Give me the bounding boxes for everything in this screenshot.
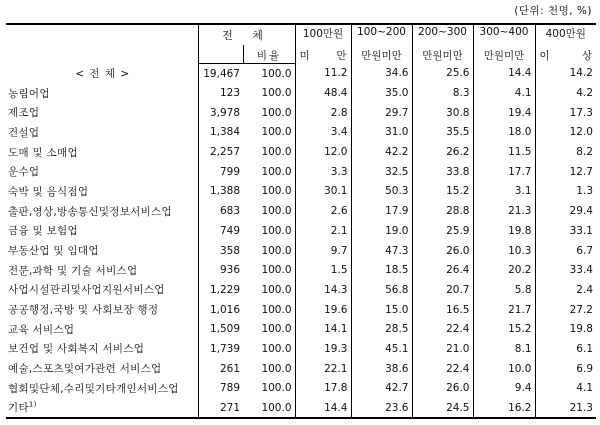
band-under-100-cell: 14.1 <box>295 319 351 339</box>
industry-name: 금융 및 보험업 <box>8 225 78 238</box>
band-100-200-cell: 28.5 <box>351 319 412 339</box>
footnote-marker: 1) <box>28 400 37 409</box>
industry-name: 농림어업 <box>8 87 50 100</box>
band-header-1-top: 100만원 <box>302 28 344 40</box>
industry-name-cell <box>6 260 198 280</box>
band-under-100-cell: 30.1 <box>295 182 351 202</box>
band-300-400-cell: 20.2 <box>473 260 535 280</box>
band-300-400-cell: 21.7 <box>473 300 535 320</box>
band-under-100-cell: 48.4 <box>295 83 351 103</box>
band-under-100-cell: 1.5 <box>295 260 351 280</box>
band-400-plus-cell: 8.2 <box>535 142 596 162</box>
band-400-plus-cell: 4.2 <box>535 83 596 103</box>
band-under-100-cell: 11.2 <box>295 64 351 84</box>
ratio-cell: 100.0 <box>261 126 292 139</box>
total-count-cell: 271 <box>198 398 243 418</box>
ratio-cell: 100.0 <box>261 165 292 178</box>
band-100-200-cell: 38.6 <box>351 359 412 379</box>
band-200-300-cell: 26.0 <box>412 379 473 399</box>
ratio-cell: 100.0 <box>261 264 292 277</box>
ratio-cell: 100.0 <box>261 303 292 316</box>
ratio-cell: 100.0 <box>243 398 295 418</box>
band-100-200-cell: 29.7 <box>351 103 412 123</box>
band-300-400-cell: 10.0 <box>473 359 535 379</box>
band-100-200-cell: 45.1 <box>351 339 412 359</box>
band-under-100-cell: 2.8 <box>295 103 351 123</box>
industry-name-cell <box>6 339 198 359</box>
band-400-plus-cell: 17.3 <box>535 103 596 123</box>
table-row <box>6 103 596 123</box>
band-header-3 <box>412 24 473 64</box>
band-300-400-cell: 15.2 <box>473 319 535 339</box>
ratio-cell: 100.0 <box>261 342 292 355</box>
table-row <box>6 398 596 418</box>
band-under-100-cell: 3.3 <box>295 162 351 182</box>
industry-name: 교육 서비스업 <box>8 323 75 336</box>
band-header-1-bottom-right: 만 <box>336 49 347 62</box>
band-under-100-cell: 19.6 <box>295 300 351 320</box>
band-100-200-cell: 35.0 <box>351 83 412 103</box>
band-100-200-cell: 23.6 <box>351 398 412 418</box>
band-100-200-cell: 50.3 <box>351 182 412 202</box>
ratio-cell: 100.0 <box>261 224 292 237</box>
band-header-5-top: 400만원 <box>545 28 586 40</box>
table-row <box>6 241 596 261</box>
industry-name: 건설업 <box>8 126 40 139</box>
band-under-100-cell: 9.7 <box>295 241 351 261</box>
band-100-200-cell: 32.5 <box>351 162 412 182</box>
band-400-plus-cell: 19.8 <box>535 319 596 339</box>
industry-name-cell <box>6 398 198 418</box>
table-row-total <box>6 64 596 84</box>
industry-name-cell <box>6 319 198 339</box>
band-100-200-cell: 47.3 <box>351 241 412 261</box>
band-400-plus-cell: 2.4 <box>535 280 596 300</box>
total-count-cell: 1,016 <box>198 300 243 320</box>
band-200-300-cell: 26.0 <box>412 241 473 261</box>
band-200-300-cell: 35.5 <box>412 123 473 143</box>
band-300-400-cell: 10.3 <box>473 241 535 261</box>
band-200-300-cell: 15.2 <box>412 182 473 202</box>
category-header <box>6 24 198 64</box>
table-row <box>6 83 596 103</box>
industry-name: 사업시설관리및사업지원서비스업 <box>8 284 165 297</box>
total-count-cell: 1,229 <box>198 280 243 300</box>
total-count-cell: 3,978 <box>198 103 243 123</box>
ratio-cell: 100.0 <box>261 106 292 119</box>
industry-name-cell <box>6 379 198 399</box>
band-300-400-cell: 9.4 <box>473 379 535 399</box>
table-row <box>6 379 596 399</box>
band-200-300-cell: 26.4 <box>412 260 473 280</box>
total-count-cell: 683 <box>198 201 243 221</box>
band-200-300-cell: 20.7 <box>412 280 473 300</box>
table-row <box>6 201 596 221</box>
industry-name: 도매 및 소매업 <box>8 146 78 159</box>
band-300-400-cell: 19.4 <box>473 103 535 123</box>
band-under-100-cell: 3.4 <box>295 123 351 143</box>
ratio-cell: 100.0 <box>261 185 292 198</box>
band-400-plus-cell: 1.3 <box>535 182 596 202</box>
band-100-200-cell: 18.5 <box>351 260 412 280</box>
ratio-cell: 100.0 <box>261 244 292 257</box>
band-400-plus-cell: 33.4 <box>535 260 596 280</box>
total-count-cell: 789 <box>198 379 243 399</box>
band-header-1-bottom <box>296 48 351 63</box>
industry-name: 공공행정,국방 및 사회보장 행정 <box>8 304 159 317</box>
band-400-plus-cell: 6.7 <box>535 241 596 261</box>
industry-name-cell <box>6 142 198 162</box>
total-count-cell: 936 <box>198 260 243 280</box>
band-200-300-cell: 24.5 <box>412 398 473 418</box>
income-distribution-table <box>6 23 596 419</box>
band-under-100-cell: 19.3 <box>295 339 351 359</box>
industry-name-cell <box>6 162 198 182</box>
band-200-300-cell: 22.4 <box>412 359 473 379</box>
industry-name: < 전 체 > <box>75 67 131 80</box>
band-300-400-cell: 4.1 <box>473 83 535 103</box>
band-400-plus-cell: 6.9 <box>535 359 596 379</box>
band-200-300-cell: 16.5 <box>412 300 473 320</box>
ratio-cell: 100.0 <box>261 283 292 296</box>
industry-name-cell <box>6 280 198 300</box>
band-100-200-cell: 34.6 <box>351 64 412 84</box>
band-under-100-cell: 12.0 <box>295 142 351 162</box>
band-200-300-cell: 30.8 <box>412 103 473 123</box>
ratio-cell: 100.0 <box>261 87 292 100</box>
band-300-400-cell: 21.3 <box>473 201 535 221</box>
band-400-plus-cell: 21.3 <box>535 398 596 418</box>
unit-note: (단위: 천명, %) <box>514 5 592 17</box>
band-400-plus-cell: 29.4 <box>535 201 596 221</box>
band-header-5-bottom-left: 이 <box>539 49 550 62</box>
band-under-100-cell: 17.8 <box>295 379 351 399</box>
band-under-100-cell: 22.1 <box>295 359 351 379</box>
band-300-400-cell: 8.1 <box>473 339 535 359</box>
table-row <box>6 182 596 202</box>
industry-name-cell <box>6 64 198 84</box>
band-400-plus-cell: 14.2 <box>535 64 596 84</box>
band-400-plus-cell: 4.1 <box>535 379 596 399</box>
total-count-cell: 1,509 <box>198 319 243 339</box>
industry-name: 숙박 및 음식점업 <box>8 185 89 198</box>
industry-name: 보건업 및 사회복지 서비스업 <box>8 343 145 356</box>
band-400-plus-cell: 27.2 <box>535 300 596 320</box>
table-row <box>6 319 596 339</box>
total-count-cell: 749 <box>198 221 243 241</box>
band-300-400-cell: 3.1 <box>473 182 535 202</box>
band-400-plus-cell: 6.1 <box>535 339 596 359</box>
band-header-4-top: 300~400 <box>479 26 529 38</box>
band-300-400-cell: 18.0 <box>473 123 535 143</box>
total-count-cell: 2,257 <box>198 142 243 162</box>
band-header-5-bottom <box>536 48 597 63</box>
band-400-plus-cell: 12.0 <box>535 123 596 143</box>
band-under-100-cell: 14.4 <box>295 398 351 418</box>
industry-name-cell <box>6 359 198 379</box>
total-count-cell: 123 <box>198 83 243 103</box>
band-300-400-cell: 5.8 <box>473 280 535 300</box>
industry-name-cell <box>6 103 198 123</box>
band-200-300-cell: 8.3 <box>412 83 473 103</box>
industry-name-cell <box>6 123 198 143</box>
table-body <box>6 64 596 418</box>
band-300-400-cell: 11.5 <box>473 142 535 162</box>
industry-name-cell <box>6 221 198 241</box>
band-200-300-cell: 33.8 <box>412 162 473 182</box>
band-under-100-cell: 2.6 <box>295 201 351 221</box>
band-under-100-cell: 14.3 <box>295 280 351 300</box>
industry-name-cell <box>6 83 198 103</box>
industry-name: 출판,영상,방송통신및정보서비스업 <box>8 205 172 218</box>
band-header-4 <box>473 24 535 64</box>
ratio-header-cell <box>243 45 295 64</box>
table-row <box>6 123 596 143</box>
industry-name: 운수업 <box>8 166 40 179</box>
industry-name-cell <box>6 241 198 261</box>
band-400-plus-cell: 33.1 <box>535 221 596 241</box>
ratio-cell: 100.0 <box>261 205 292 218</box>
band-400-plus-cell: 12.7 <box>535 162 596 182</box>
total-count-cell: 1,388 <box>198 182 243 202</box>
band-header-3-bottom: 만원미만 <box>422 49 463 62</box>
industry-name-cell <box>6 182 198 202</box>
band-header-5 <box>535 24 596 64</box>
table-row <box>6 221 596 241</box>
band-100-200-cell: 17.9 <box>351 201 412 221</box>
industry-name: 예술,스포츠및여가관련 서비스업 <box>8 363 162 376</box>
band-header-1 <box>295 24 351 64</box>
table-row <box>6 162 596 182</box>
industry-name-cell <box>6 201 198 221</box>
band-header-4-bottom: 만원미만 <box>483 49 525 62</box>
band-200-300-cell: 25.6 <box>412 64 473 84</box>
industry-name: 전문,과학 및 기술 서비스업 <box>8 264 138 277</box>
table-row <box>6 142 596 162</box>
band-300-400-cell: 17.7 <box>473 162 535 182</box>
band-header-2-bottom: 만원미만 <box>361 49 402 62</box>
ratio-cell: 100.0 <box>261 67 292 80</box>
ratio-cell: 100.0 <box>261 382 292 395</box>
band-200-300-cell: 21.0 <box>412 339 473 359</box>
band-100-200-cell: 31.0 <box>351 123 412 143</box>
band-200-300-cell: 26.2 <box>412 142 473 162</box>
band-header-1-bottom-left: 미 <box>299 49 310 62</box>
industry-name: 기타 <box>8 402 29 415</box>
ratio-cell: 100.0 <box>261 323 292 336</box>
industry-name: 협회및단체,수리및기타개인서비스업 <box>8 382 179 395</box>
industry-name: 부동산업 및 임대업 <box>8 245 99 258</box>
band-200-300-cell: 25.9 <box>412 221 473 241</box>
band-100-200-cell: 15.0 <box>351 300 412 320</box>
table-row <box>6 300 596 320</box>
total-count-cell: 261 <box>198 359 243 379</box>
band-under-100-cell: 2.1 <box>295 221 351 241</box>
band-header-2 <box>351 24 412 64</box>
total-count-cell: 358 <box>198 241 243 261</box>
band-300-400-cell: 16.2 <box>473 398 535 418</box>
total-header-cell <box>198 24 295 45</box>
table-row <box>6 280 596 300</box>
total-count-cell: 1,384 <box>198 123 243 143</box>
band-100-200-cell: 42.7 <box>351 379 412 399</box>
band-300-400-cell: 14.4 <box>473 64 535 84</box>
band-header-5-bottom-right: 상 <box>581 49 592 62</box>
band-100-200-cell: 19.0 <box>351 221 412 241</box>
ratio-cell: 100.0 <box>261 362 292 375</box>
ratio-header: 비율 <box>256 49 282 62</box>
band-header-3-top: 200~300 <box>418 26 467 38</box>
industry-name-cell <box>6 300 198 320</box>
band-100-200-cell: 42.2 <box>351 142 412 162</box>
band-header-2-top: 100~200 <box>357 26 406 38</box>
band-200-300-cell: 22.4 <box>412 319 473 339</box>
total-count-cell: 799 <box>198 162 243 182</box>
total-count-header <box>198 45 243 64</box>
table-row <box>6 339 596 359</box>
table-row <box>6 260 596 280</box>
ratio-cell: 100.0 <box>261 146 292 159</box>
industry-name: 제조업 <box>8 107 40 120</box>
table-row <box>6 359 596 379</box>
band-100-200-cell: 56.8 <box>351 280 412 300</box>
band-300-400-cell: 19.8 <box>473 221 535 241</box>
total-header: 전 체 <box>222 29 271 42</box>
total-count-cell: 19,467 <box>198 64 243 84</box>
total-count-cell: 1,739 <box>198 339 243 359</box>
band-200-300-cell: 28.8 <box>412 201 473 221</box>
